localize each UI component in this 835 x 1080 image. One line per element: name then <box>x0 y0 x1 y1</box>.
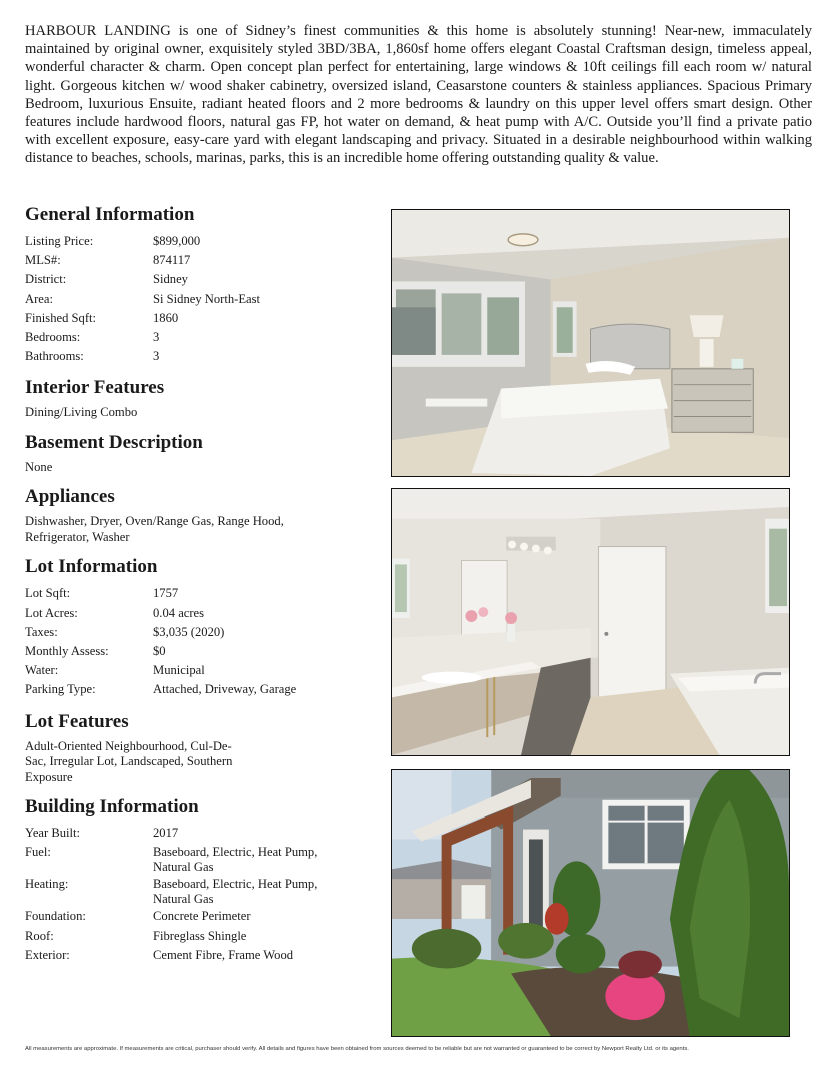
info-label: Foundation: <box>25 909 86 924</box>
info-label: Finished Sqft: <box>25 310 97 325</box>
info-value: 3 <box>153 330 160 345</box>
info-row <box>25 680 385 699</box>
info-row <box>25 907 385 926</box>
interior-features-text: Dining/Living Combo <box>25 405 138 420</box>
info-row <box>25 623 385 642</box>
info-row <box>25 661 385 680</box>
info-label: Parking Type: <box>25 682 96 697</box>
info-label: MLS#: <box>25 253 61 268</box>
info-row <box>25 328 385 347</box>
info-value: Baseboard, Electric, Heat Pump, Natural Gas <box>153 877 318 907</box>
ensuite-photo <box>391 488 790 756</box>
info-label: Area: <box>25 291 53 306</box>
info-label: District: <box>25 272 67 287</box>
info-label: Roof: <box>25 928 54 943</box>
basement-section <box>25 432 385 476</box>
info-row <box>25 584 385 603</box>
info-row <box>25 347 385 366</box>
info-value: $3,035 (2020) <box>153 624 225 639</box>
info-label: Bathrooms: <box>25 349 84 364</box>
interior-features-heading: Interior Features <box>25 377 165 399</box>
info-value: 0.04 acres <box>153 605 205 620</box>
info-row <box>25 251 385 270</box>
info-row <box>25 824 385 843</box>
bedroom-photo <box>391 209 790 477</box>
info-label: Lot Sqft: <box>25 586 71 601</box>
info-label: Year Built: <box>25 826 81 841</box>
general-information-section <box>25 204 385 366</box>
info-label: Fuel: <box>25 845 51 860</box>
info-label: Water: <box>25 663 59 678</box>
info-value: Municipal <box>153 663 205 678</box>
info-value: Si Sidney North-East <box>153 291 261 306</box>
info-label: Listing Price: <box>25 234 94 248</box>
lot-features-heading: Lot Features <box>25 710 129 732</box>
basement-heading: Basement Description <box>25 431 203 453</box>
info-value: Sidney <box>153 272 188 287</box>
info-row <box>25 843 385 875</box>
info-row <box>25 946 385 965</box>
info-row <box>25 309 385 328</box>
info-value: 1860 <box>153 310 179 325</box>
info-row <box>25 232 385 251</box>
info-value: 3 <box>153 349 160 364</box>
info-label: Heating: <box>25 877 69 892</box>
info-row <box>25 604 385 623</box>
info-row <box>25 290 385 309</box>
basement-text: None <box>25 459 53 474</box>
info-value: Attached, Driveway, Garage <box>153 682 297 697</box>
details-column <box>25 204 385 976</box>
info-row <box>25 875 385 907</box>
info-value: Concrete Perimeter <box>153 909 251 924</box>
appliances-heading: Appliances <box>25 486 115 508</box>
disclaimer: All measurements are approximate. If measurements are critical, purchaser should verify. All details and figures have been obtained from sources deemed to be reliable but are not warranted or guaranteed to be correct by Newport Realty Ltd. or its agents. <box>25 1046 689 1052</box>
interior-features-section <box>25 377 385 421</box>
info-label: Exterior: <box>25 947 70 962</box>
lot-features-text: Adult-Oriented Neighbourhood, Cul-De-Sac, Irregular Lot, Landscaped, Southern Exposure <box>25 738 233 784</box>
info-value: Baseboard, Electric, Heat Pump, Natural Gas <box>153 845 318 875</box>
appliances-text: Dishwasher, Dryer, Oven/Range Gas, Range Hood, Refrigerator, Washer <box>25 514 284 544</box>
info-row <box>25 270 385 289</box>
appliances-section <box>25 486 385 545</box>
info-value: 2017 <box>153 826 179 841</box>
info-label: Monthly Assess: <box>25 644 109 659</box>
exterior-photo <box>391 769 790 1037</box>
info-value: Cement Fibre, Frame Wood <box>153 947 294 962</box>
info-label: Lot Acres: <box>25 605 78 620</box>
info-label: Taxes: <box>25 624 58 639</box>
info-value: $0 <box>153 644 166 659</box>
info-value: Fibreglass Shingle <box>153 928 247 943</box>
lot-features-section <box>25 711 385 786</box>
general-information-heading: General Information <box>25 204 195 225</box>
listing-description: HARBOUR LANDING is one of Sidney’s finest communities & this home is absolutely stunning! Near-new, immaculately maintained by original owner, exquisitely styled 3BD/3BA, 1,860sf home offers elegant Coastal Craftsman design, timeless appeal, wonderful character & charm. Open concept plan perfect for entertaining, large windows & 10ft ceilings fill each room w/ natural light. Gorgeous kitchen w/ wood shaker cabinetry, oversized island, Ceasarstone counters & stainless appliances. Spacious Primary Bedroom, luxurious Ensuite, radiant heated floors and 2 more bedrooms & laundry on this upper level offers smart design. Other features include hardwood floors, natural gas FP, hot water on demand, & heat pump with A/C. Outside you’ll find a private patio with excellent exposure, easy-care yard with elegant landscaping and privacy. Situated in a desirable neighbourhood within walking distance to beaches, schools, marinas, parks, this is an incredible home offering outstanding quality & value. <box>25 23 812 167</box>
building-information-heading: Building Information <box>25 796 199 818</box>
info-value: 874117 <box>153 253 191 268</box>
info-value: $899,000 <box>153 234 201 248</box>
info-row <box>25 642 385 661</box>
building-information-section <box>25 796 385 965</box>
lot-information-heading: Lot Information <box>25 556 158 578</box>
info-label: Bedrooms: <box>25 330 81 345</box>
lot-information-section <box>25 556 385 699</box>
info-row <box>25 927 385 946</box>
info-value: 1757 <box>153 586 179 601</box>
